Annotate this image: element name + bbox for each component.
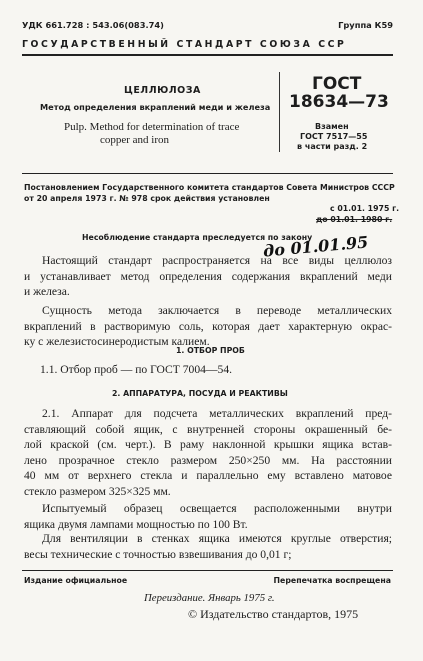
group-code: Группа К59 [338, 20, 393, 30]
text-line: ставляющий собой ящик, с внутренней стороны окрашенный бе- [24, 422, 392, 436]
text-line: Настоящий стандарт распространяется на все виды целлюлоз [42, 254, 392, 267]
replaces-standard: ГОСТ 7517—55 [300, 132, 368, 141]
reprint-prohibited: Перепечатка воспрещена [273, 576, 391, 585]
text-line: лой краской (см. черт.). В раму наклонной крышки ящика встав- [24, 438, 392, 451]
section-2-paragraph-3 [24, 531, 392, 562]
standard-title: ГОСУДАРСТВЕННЫЙ СТАНДАРТ СОЮЗА ССР [22, 39, 347, 50]
udk-code: УДК 661.728 : 543.06(083.74) [22, 20, 164, 30]
gost-label: ГОСТ [312, 74, 362, 94]
text-line: стекло размером 325×325 мм. [24, 484, 171, 498]
official-edition: Издание официальное [24, 576, 128, 585]
text-line: Для вентиляции в стенках ящика имеются круглые отверстия; [42, 532, 392, 545]
title-en-line2: copper and iron [100, 134, 170, 146]
title-divider [279, 72, 280, 152]
text-line: вкраплений в растворимую соль, которая дает характерную окрас- [24, 319, 392, 333]
replaces-part: в части разд. 2 [297, 142, 368, 151]
text-line: Испытуемый образец освещается расположенными внутри [42, 502, 392, 515]
replaces-label: Взамен [315, 122, 349, 131]
section-2-heading: 2. АППАРАТУРА, ПОСУДА И РЕАКТИВЫ [112, 389, 288, 398]
header-rule [22, 54, 393, 56]
decree-to-date: до 01.01. 1980 г. [316, 215, 393, 224]
footer-rule [22, 570, 393, 571]
intro-paragraph-2 [24, 303, 392, 350]
gost-number: 18634—73 [289, 92, 389, 112]
text-line: ку с железистосинеродистым калием. [24, 335, 210, 348]
text-line: весы технические с точностью взвешивания до 0,01 г; [24, 547, 292, 561]
title-ru-sub: Метод определения вкраплений меди и железа [40, 102, 271, 112]
reissue-note: Переиздание. Январь 1975 г. [144, 592, 275, 604]
text-line: Сущность метода заключается в переводе металлических [42, 304, 392, 317]
text-line: ящика двумя лампами мощностью по 100 Вт. [24, 517, 248, 531]
section-1-heading: 1. ОТБОР ПРОБ [176, 346, 245, 355]
handwritten-date-note: до 01.01.95 [262, 232, 369, 261]
title-rule [22, 173, 393, 174]
text-line: 2.1. Аппарат для подсчета металлических вкраплений пред- [42, 407, 392, 420]
title-en-line1: Pulp. Method for determination of trace [64, 121, 240, 133]
section-2-paragraph-2 [24, 501, 392, 532]
text-line: лено прозрачное стекло размером 250×250 мм. На расстоянии [24, 453, 392, 467]
title-ru-main: ЦЕЛЛЮЛОЗА [124, 85, 201, 96]
text-line: и устанавливает метод определения содержания вкраплений меди [24, 269, 392, 283]
section-2-paragraph-1 [24, 406, 392, 499]
law-warning: Несоблюдение стандарта преследуется по закону [82, 233, 313, 242]
decree-line2: от 20 апреля 1973 г. № 978 срок действия установлен [24, 194, 270, 203]
copyright-line: © Издательство стандартов, 1975 [188, 607, 359, 621]
text-line: 40 мм от верхнего стекла и параллельно ему вставлено матовое [24, 469, 392, 482]
decree-from-date: с 01.01. 1975 г. [330, 204, 400, 213]
section-1-text: 1.1. Отбор проб — по ГОСТ 7004—54. [40, 363, 233, 376]
intro-paragraph-1 [24, 253, 392, 300]
text-line: и железа. [24, 285, 70, 298]
decree-line1: Постановлением Государственного комитета стандартов Совета Министров СССР [24, 183, 395, 192]
